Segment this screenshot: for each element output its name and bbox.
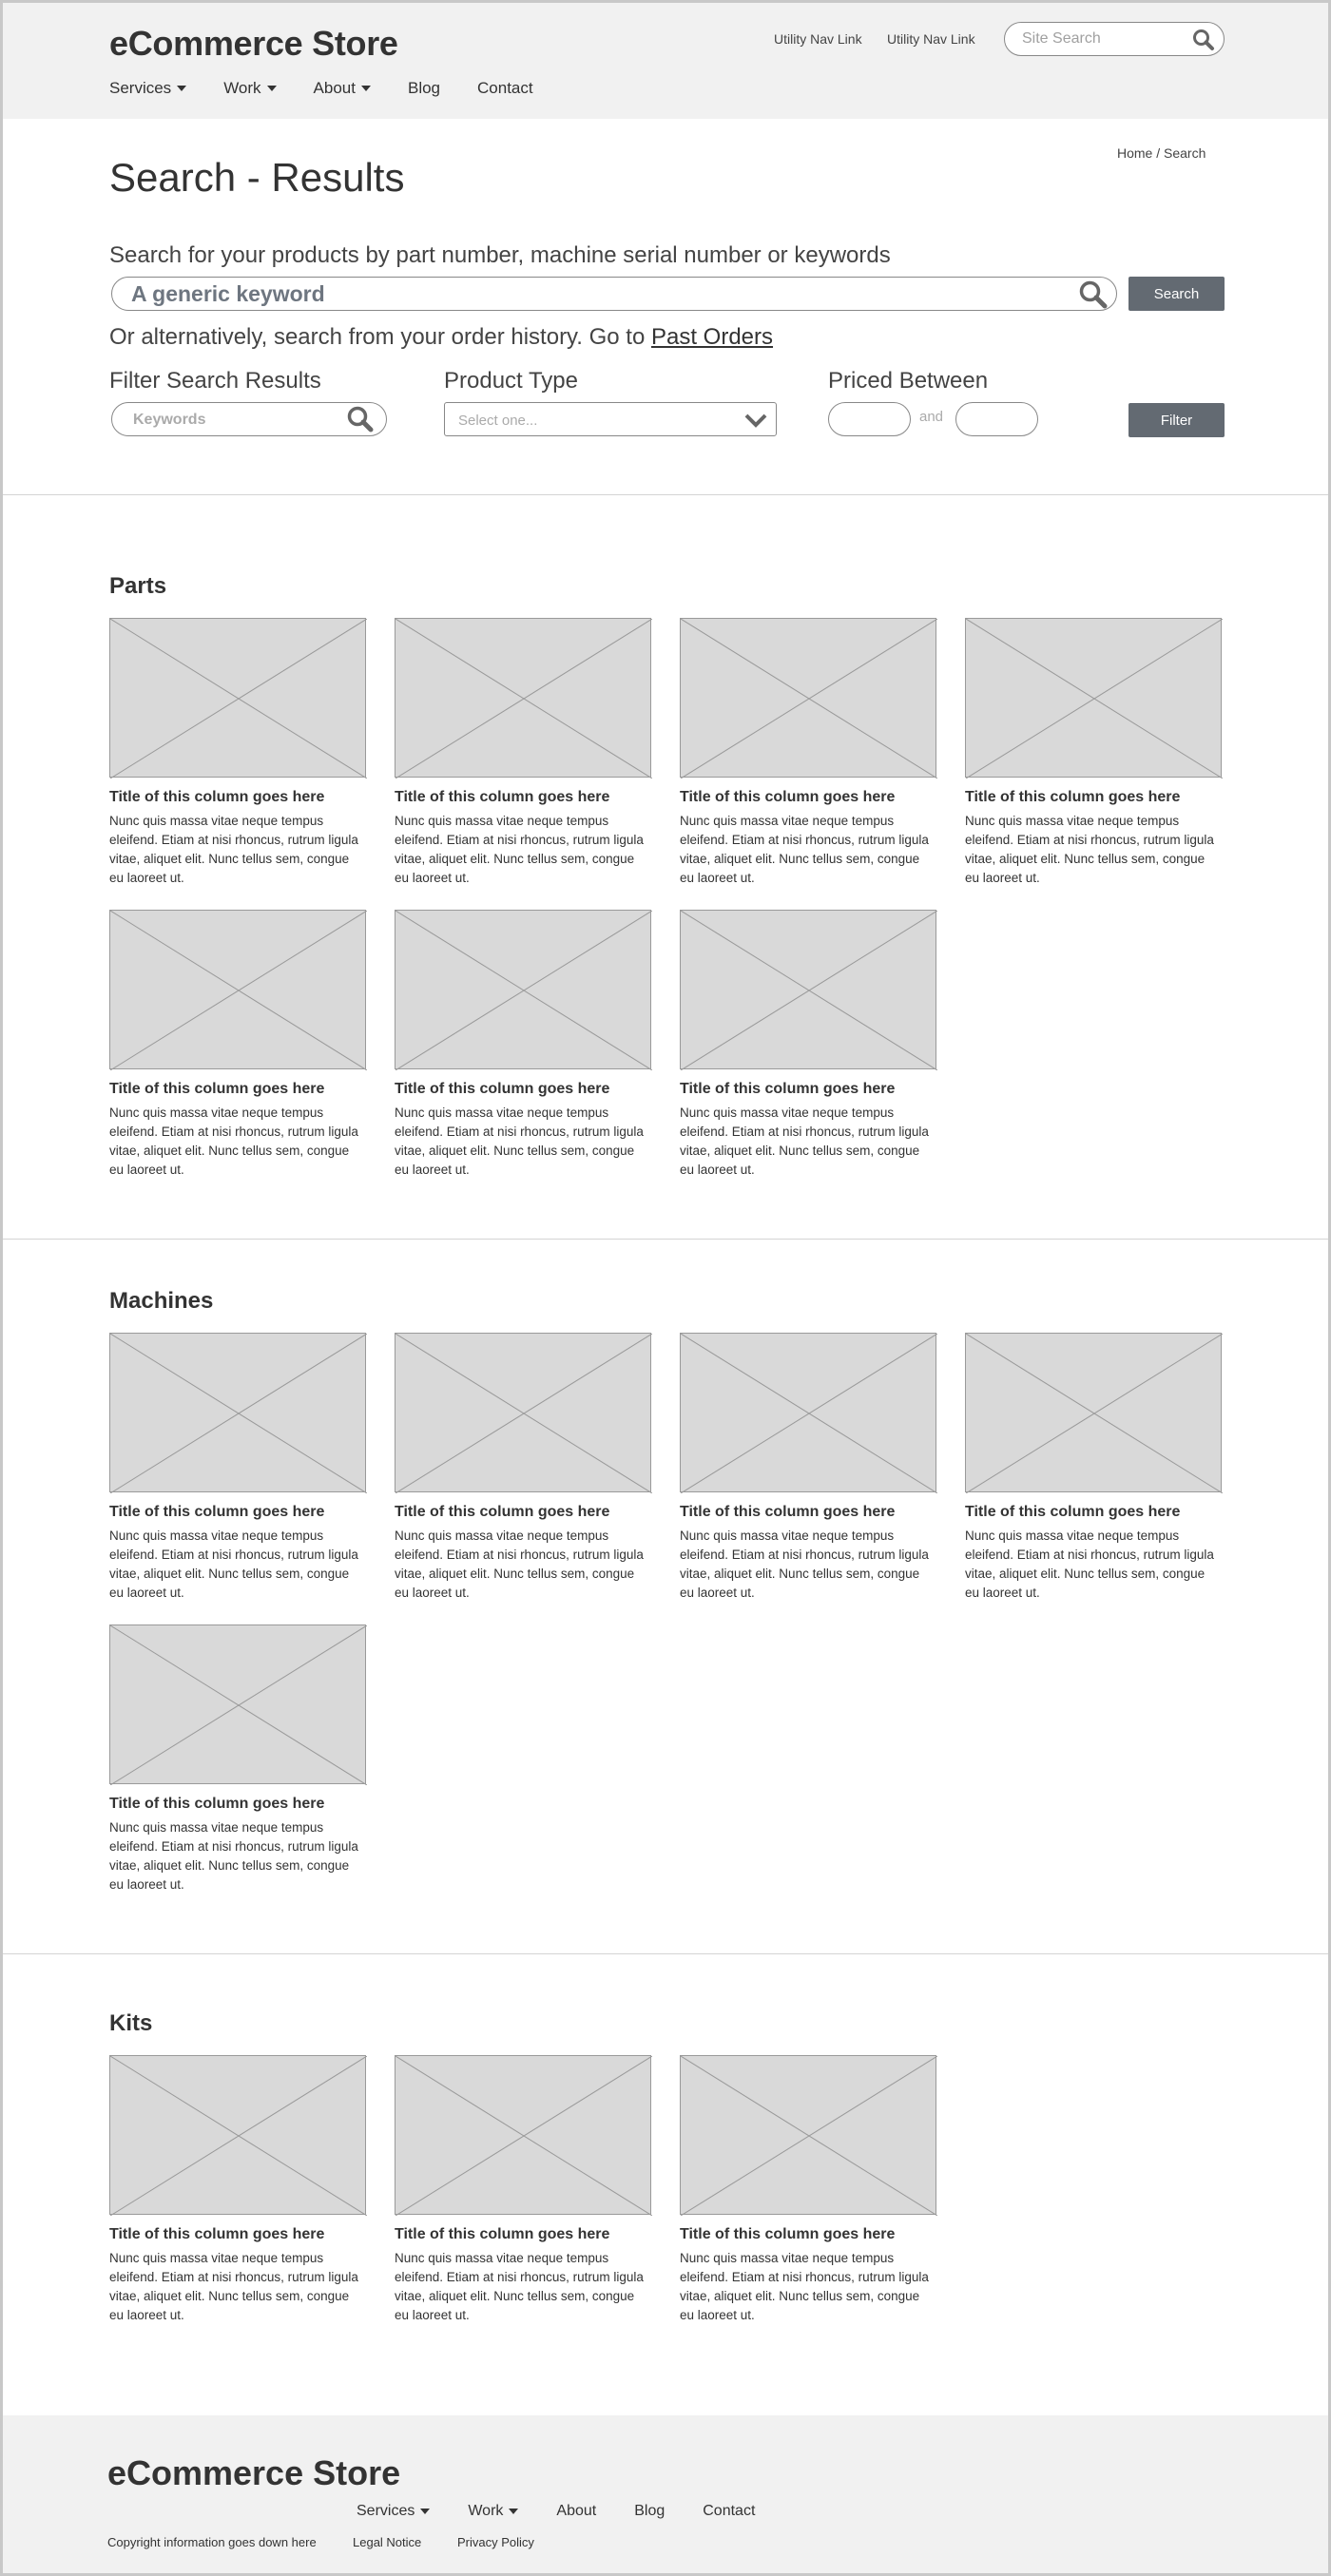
card-title[interactable]: Title of this column goes here: [680, 2226, 896, 2242]
nav-item-about[interactable]: About: [314, 79, 371, 98]
site-search-input[interactable]: [1022, 30, 1184, 48]
site-footer: [3, 2415, 1328, 2576]
nav-item-work[interactable]: Work: [223, 79, 276, 98]
product-card[interactable]: [680, 910, 938, 1180]
nav-item-contact[interactable]: Contact: [477, 79, 533, 97]
footer-nav-work[interactable]: Work: [468, 2503, 518, 2520]
section-divider: [3, 494, 1328, 495]
product-card[interactable]: [395, 2055, 653, 2325]
card-body: Nunc quis massa vitae neque tempus eleifend. Etiam at nisi rhoncus, rutrum ligula vitae, aliquet elit. Nunc tellus sem, congue eu laoreet ut.: [395, 1105, 644, 1177]
site-search-box: [1004, 22, 1225, 56]
placeholder-cross-icon: [966, 619, 1223, 779]
main-nav: [109, 79, 570, 98]
product-card[interactable]: [109, 910, 368, 1180]
card-body: Nunc quis massa vitae neque tempus eleifend. Etiam at nisi rhoncus, rutrum ligula vitae, aliquet elit. Nunc tellus sem, congue eu laoreet ut.: [395, 2251, 644, 2322]
chevron-down-icon: [420, 2509, 430, 2514]
card-body: Nunc quis massa vitae neque tempus eleifend. Etiam at nisi rhoncus, rutrum ligula vitae, aliquet elit. Nunc tellus sem, congue eu laoreet ut.: [680, 1105, 929, 1177]
product-card[interactable]: [109, 1333, 368, 1603]
product-card[interactable]: [680, 2055, 938, 2325]
card-body: Nunc quis massa vitae neque tempus eleifend. Etiam at nisi rhoncus, rutrum ligula vitae, aliquet elit. Nunc tellus sem, congue eu laoreet ut.: [680, 1528, 929, 1600]
image-placeholder[interactable]: [395, 1333, 651, 1492]
image-placeholder[interactable]: [965, 1333, 1222, 1492]
card-title[interactable]: Title of this column goes here: [965, 789, 1181, 805]
placeholder-cross-icon: [395, 1334, 652, 1493]
price-max-input[interactable]: [955, 402, 1038, 436]
card-title[interactable]: Title of this column goes here: [680, 1504, 896, 1520]
page-title: Search - Results: [109, 155, 405, 200]
card-title[interactable]: Title of this column goes here: [680, 789, 896, 805]
product-card[interactable]: [965, 618, 1224, 888]
placeholder-cross-icon: [681, 911, 937, 1070]
footer-nav-contact[interactable]: Contact: [703, 2503, 756, 2519]
section-title-machines: Machines: [109, 1288, 214, 1314]
chevron-down-icon: [509, 2509, 518, 2514]
card-body: Nunc quis massa vitae neque tempus eleifend. Etiam at nisi rhoncus, rutrum ligula vitae, aliquet elit. Nunc tellus sem, congue eu laoreet ut.: [109, 2251, 358, 2322]
section-title-kits: Kits: [109, 2010, 153, 2036]
image-placeholder[interactable]: [109, 1333, 366, 1492]
chevron-down-icon: [267, 86, 277, 91]
breadcrumb[interactable]: Home / Search: [1117, 145, 1206, 161]
search-button[interactable]: Search: [1128, 277, 1225, 311]
footer-nav-about[interactable]: About: [556, 2503, 597, 2519]
image-placeholder[interactable]: [395, 2055, 651, 2215]
nav-item-services[interactable]: Services: [109, 79, 186, 98]
card-title[interactable]: Title of this column goes here: [680, 1081, 896, 1097]
filter-keywords-input[interactable]: [133, 412, 323, 429]
section-divider: [3, 1239, 1328, 1240]
utility-nav-link-2[interactable]: Utility Nav Link: [887, 31, 975, 47]
filter-keywords-box: [111, 402, 387, 436]
product-card[interactable]: [109, 1624, 368, 1894]
product-type-value: Select one...: [458, 413, 538, 429]
product-card[interactable]: [109, 618, 368, 888]
image-placeholder[interactable]: [109, 910, 366, 1069]
placeholder-cross-icon: [395, 911, 652, 1070]
card-title[interactable]: Title of this column goes here: [109, 1796, 325, 1812]
price-and-label: and: [919, 409, 944, 425]
product-card[interactable]: [965, 1333, 1224, 1603]
site-logo[interactable]: eCommerce Store: [109, 24, 398, 63]
chevron-down-icon: [177, 86, 186, 91]
main-search-box: [111, 277, 1117, 311]
image-placeholder[interactable]: [395, 618, 651, 778]
utility-nav-link-1[interactable]: Utility Nav Link: [774, 31, 862, 47]
card-title[interactable]: Title of this column goes here: [395, 1081, 610, 1097]
search-icon[interactable]: [346, 405, 375, 433]
price-range-label: Priced Between: [828, 368, 989, 394]
card-body: Nunc quis massa vitae neque tempus eleifend. Etiam at nisi rhoncus, rutrum ligula vitae, aliquet elit. Nunc tellus sem, congue eu laoreet ut.: [965, 814, 1214, 885]
card-body: Nunc quis massa vitae neque tempus eleifend. Etiam at nisi rhoncus, rutrum ligula vitae, aliquet elit. Nunc tellus sem, congue eu laoreet ut.: [680, 814, 929, 885]
card-title[interactable]: Title of this column goes here: [109, 2226, 325, 2242]
main-search-input[interactable]: [131, 281, 1034, 306]
footer-nav-services[interactable]: Services: [357, 2503, 430, 2520]
product-card[interactable]: [680, 618, 938, 888]
card-title[interactable]: Title of this column goes here: [965, 1504, 1181, 1520]
placeholder-cross-icon: [110, 2056, 367, 2216]
image-placeholder[interactable]: [395, 910, 651, 1069]
card-body: Nunc quis massa vitae neque tempus eleifend. Etiam at nisi rhoncus, rutrum ligula vitae, aliquet elit. Nunc tellus sem, congue eu laoreet ut.: [109, 1820, 358, 1892]
image-placeholder[interactable]: [109, 618, 366, 778]
chevron-down-icon: [743, 411, 768, 430]
nav-item-blog[interactable]: Blog: [407, 79, 441, 97]
price-min-input[interactable]: [828, 402, 911, 436]
product-card[interactable]: [395, 1333, 653, 1603]
card-title[interactable]: Title of this column goes here: [395, 2226, 610, 2242]
legal-notice-link[interactable]: Legal Notice: [353, 2535, 422, 2549]
card-body: Nunc quis massa vitae neque tempus eleifend. Etiam at nisi rhoncus, rutrum ligula vitae, aliquet elit. Nunc tellus sem, congue eu laoreet ut.: [109, 1528, 358, 1600]
placeholder-cross-icon: [110, 1625, 367, 1785]
placeholder-cross-icon: [110, 911, 367, 1070]
placeholder-cross-icon: [110, 619, 367, 779]
card-body: Nunc quis massa vitae neque tempus eleifend. Etiam at nisi rhoncus, rutrum ligula vitae, aliquet elit. Nunc tellus sem, congue eu laoreet ut.: [109, 814, 358, 885]
card-body: Nunc quis massa vitae neque tempus eleifend. Etiam at nisi rhoncus, rutrum ligula vitae, aliquet elit. Nunc tellus sem, congue eu laoreet ut.: [109, 1105, 358, 1177]
search-hint: Search for your products by part number, machine serial number or keywords: [109, 242, 891, 268]
placeholder-cross-icon: [966, 1334, 1223, 1493]
image-placeholder[interactable]: [680, 2055, 936, 2215]
image-placeholder[interactable]: [680, 618, 936, 778]
card-title[interactable]: Title of this column goes here: [109, 789, 325, 805]
section-divider: [3, 1953, 1328, 1954]
placeholder-cross-icon: [395, 2056, 652, 2216]
footer-nav-blog[interactable]: Blog: [634, 2503, 666, 2519]
product-card[interactable]: [680, 1333, 938, 1603]
copyright-text: Copyright information goes down here: [107, 2535, 317, 2549]
product-type-select[interactable]: [444, 402, 777, 436]
image-placeholder[interactable]: [680, 910, 936, 1069]
card-title[interactable]: Title of this column goes here: [395, 1504, 610, 1520]
search-icon[interactable]: [1078, 279, 1109, 310]
card-title[interactable]: Title of this column goes here: [109, 1504, 325, 1520]
past-orders-link[interactable]: Past Orders: [650, 324, 774, 350]
product-card[interactable]: [395, 910, 653, 1180]
placeholder-cross-icon: [681, 2056, 937, 2216]
placeholder-cross-icon: [395, 619, 652, 779]
image-placeholder[interactable]: [965, 618, 1222, 778]
card-body: Nunc quis massa vitae neque tempus eleifend. Etiam at nisi rhoncus, rutrum ligula vitae, aliquet elit. Nunc tellus sem, congue eu laoreet ut.: [965, 1528, 1214, 1600]
footer-nav: [357, 2503, 793, 2520]
image-placeholder[interactable]: [109, 1624, 366, 1784]
product-card[interactable]: [109, 2055, 368, 2325]
past-orders-prefix: Or alternatively, search from your order history. Go to: [109, 324, 646, 350]
image-placeholder[interactable]: [109, 2055, 366, 2215]
past-orders-text: [109, 324, 773, 351]
image-placeholder[interactable]: [680, 1333, 936, 1492]
search-icon[interactable]: [1191, 28, 1216, 52]
card-body: Nunc quis massa vitae neque tempus eleifend. Etiam at nisi rhoncus, rutrum ligula vitae, aliquet elit. Nunc tellus sem, congue eu laoreet ut.: [395, 814, 644, 885]
filter-button[interactable]: Filter: [1128, 403, 1225, 437]
section-title-parts: Parts: [109, 573, 167, 599]
product-type-label: Product Type: [444, 368, 578, 394]
card-title[interactable]: Title of this column goes here: [109, 1081, 325, 1097]
placeholder-cross-icon: [681, 1334, 937, 1493]
privacy-policy-link[interactable]: Privacy Policy: [457, 2535, 534, 2549]
site-header: [3, 3, 1328, 119]
card-body: Nunc quis massa vitae neque tempus eleifend. Etiam at nisi rhoncus, rutrum ligula vitae, aliquet elit. Nunc tellus sem, congue eu laoreet ut.: [395, 1528, 644, 1600]
card-title[interactable]: Title of this column goes here: [395, 789, 610, 805]
product-card[interactable]: [395, 618, 653, 888]
filter-keywords-label: Filter Search Results: [109, 368, 321, 394]
placeholder-cross-icon: [681, 619, 937, 779]
footer-logo[interactable]: eCommerce Store: [107, 2453, 401, 2492]
card-body: Nunc quis massa vitae neque tempus eleifend. Etiam at nisi rhoncus, rutrum ligula vitae, aliquet elit. Nunc tellus sem, congue eu laoreet ut.: [680, 2251, 929, 2322]
placeholder-cross-icon: [110, 1334, 367, 1493]
chevron-down-icon: [361, 86, 371, 91]
